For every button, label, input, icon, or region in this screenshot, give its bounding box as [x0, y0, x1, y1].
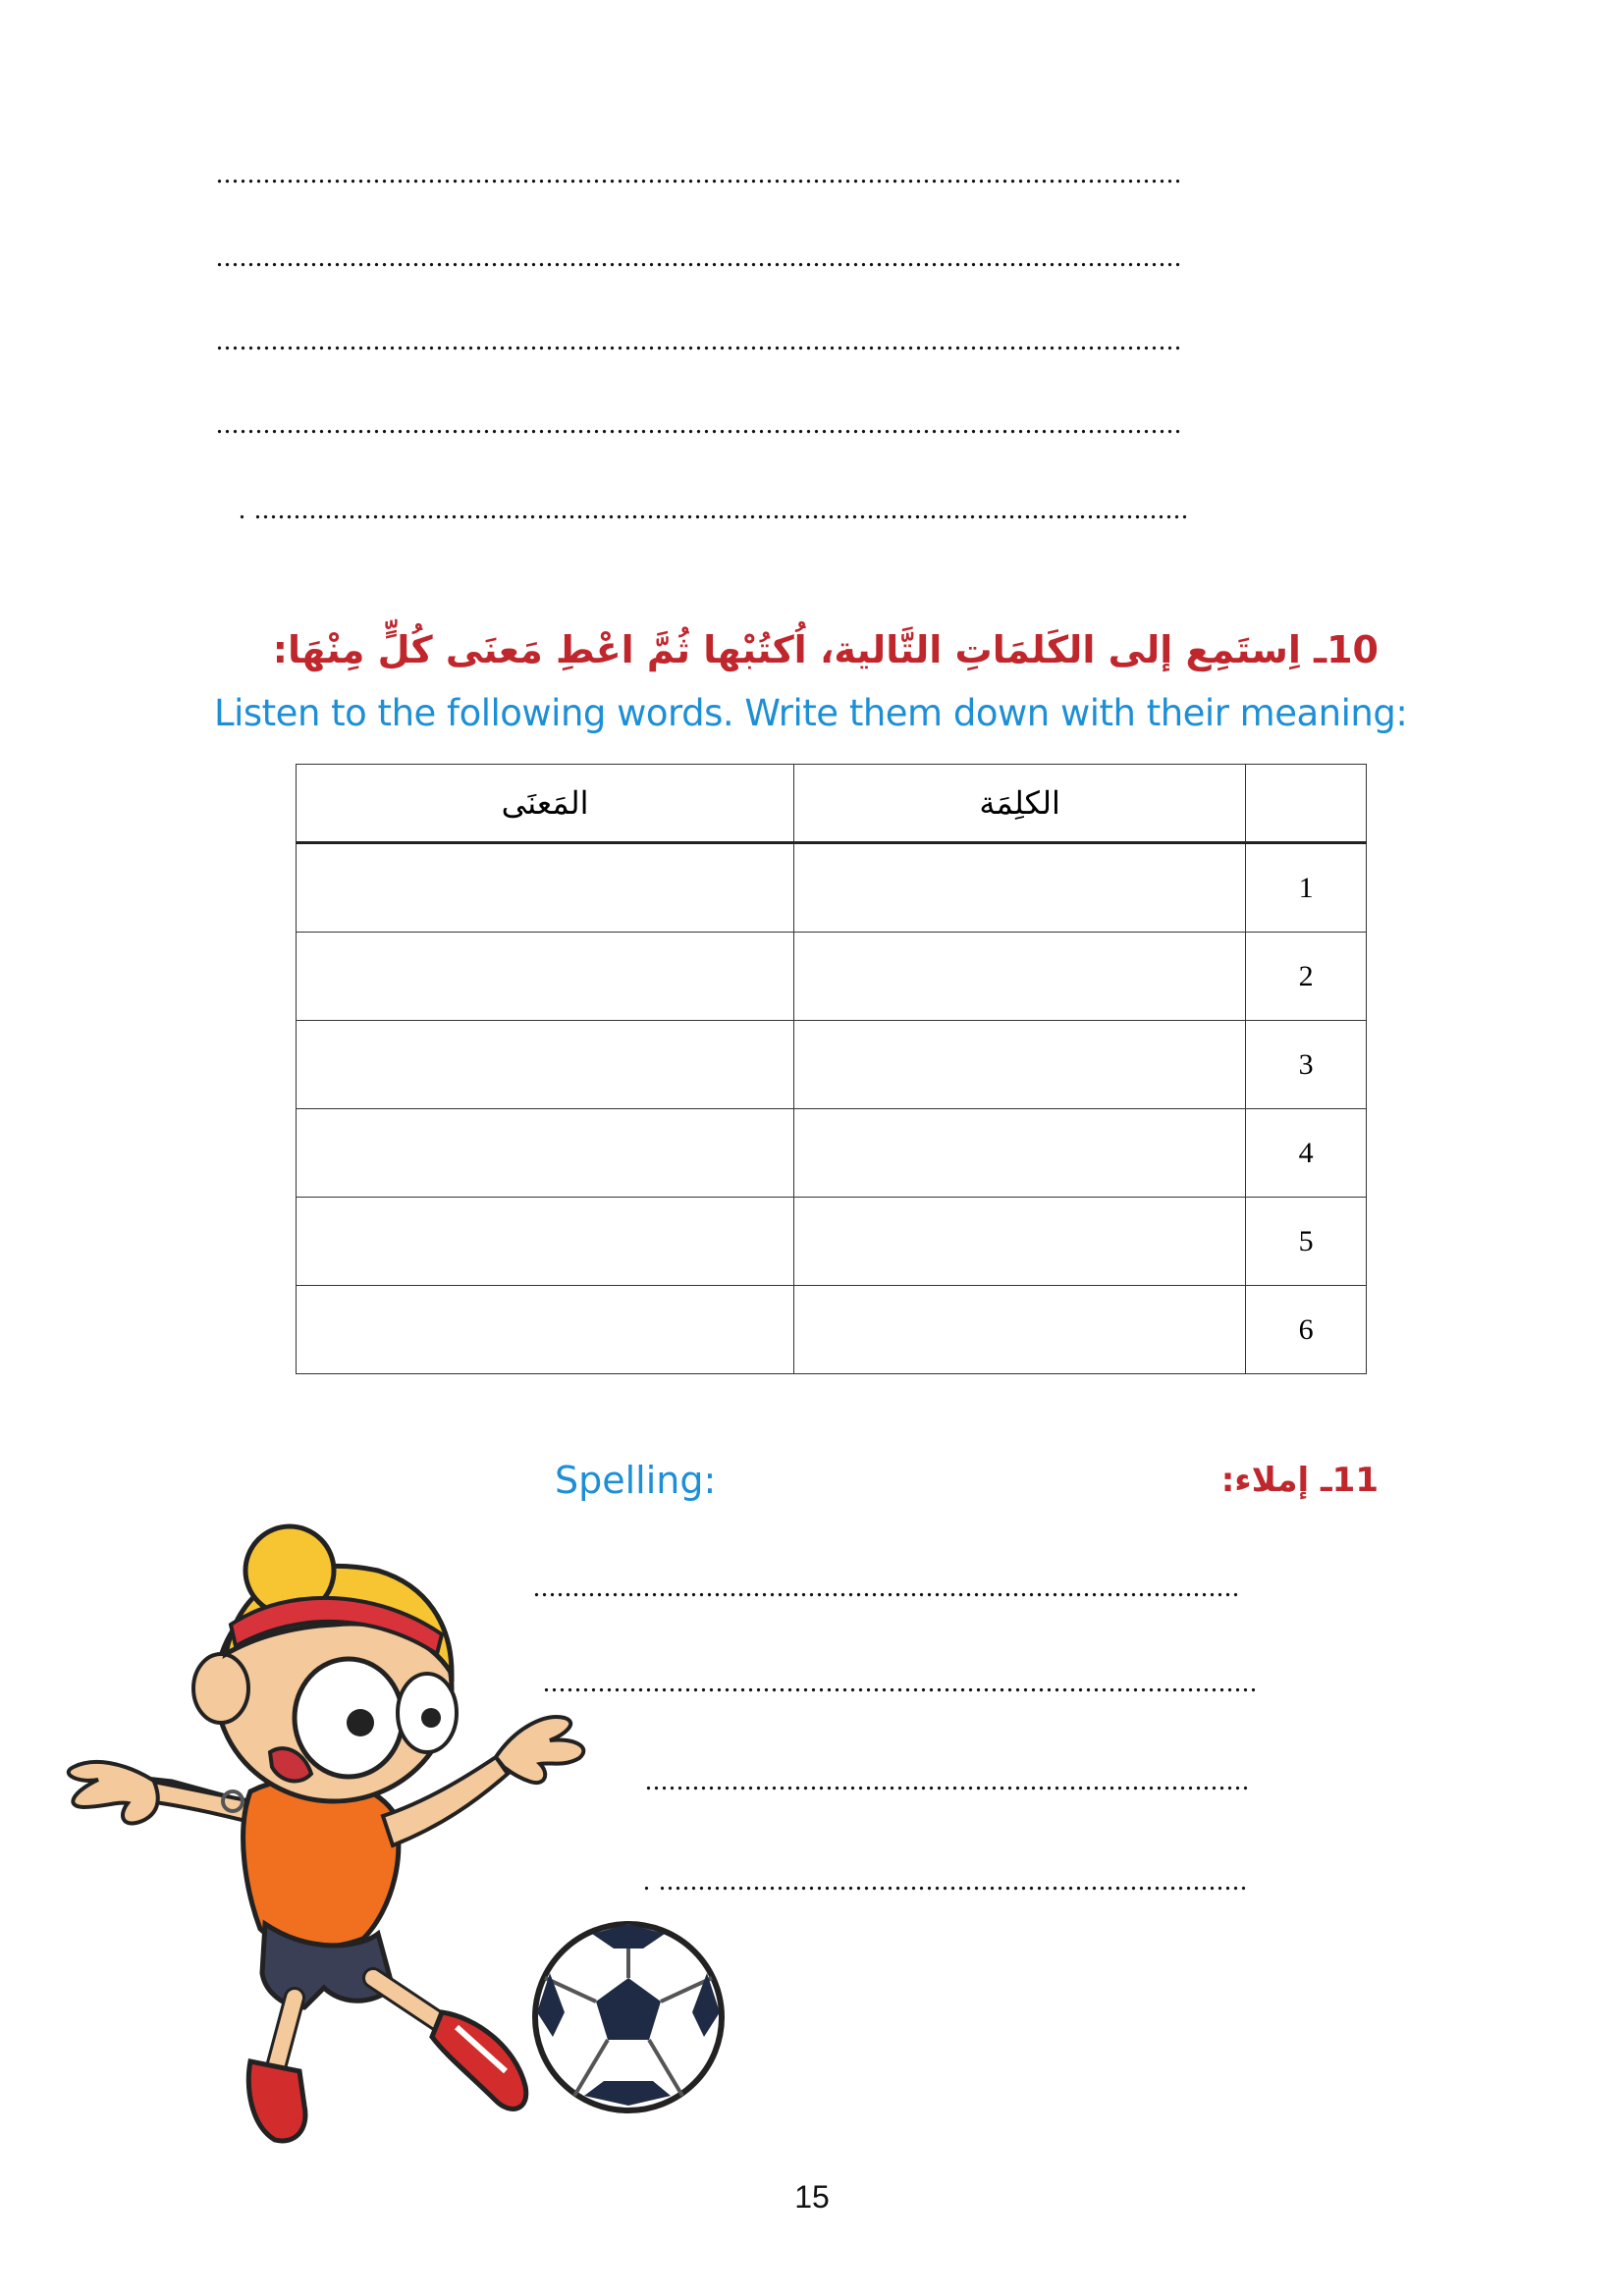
- section-11-english-title: Spelling:: [555, 1459, 717, 1502]
- table-row: [297, 843, 1367, 933]
- table-header-row: [297, 765, 1367, 843]
- row-number: 2: [1246, 933, 1367, 1021]
- number-header: [1246, 765, 1367, 843]
- writing-line-5[interactable]: . .......................................................................................................................: [239, 496, 1189, 525]
- word-cell[interactable]: [794, 1021, 1246, 1109]
- meaning-cell[interactable]: [297, 933, 794, 1021]
- section-10-arabic-title: 10ـ اِستَمِع إلى الكَلمَاتِ التَّالية، اُكتُبْها ثُمَّ اعْطِ مَعنَى كُلٍّ مِنْهَا:: [272, 628, 1379, 671]
- row-number: 6: [1246, 1286, 1367, 1374]
- row-number: 3: [1246, 1021, 1367, 1109]
- table-row: [297, 933, 1367, 1021]
- words-meaning-table: [296, 764, 1367, 1374]
- meaning-header: المَعنَى: [297, 765, 794, 843]
- girl-kicking-soccer-ball-illustration: [54, 1517, 741, 2189]
- writing-line-1[interactable]: ...........................................................................................................................: [216, 160, 1182, 189]
- section-11-arabic-title: 11ـ إملاء:: [1220, 1461, 1379, 1500]
- spelling-line-1[interactable]: ..........................................................................................: [533, 1574, 1240, 1603]
- meaning-cell[interactable]: [297, 1198, 794, 1286]
- writing-line-3[interactable]: ...........................................................................................................................: [216, 327, 1182, 356]
- meaning-cell[interactable]: [297, 1109, 794, 1198]
- row-number: 5: [1246, 1198, 1367, 1286]
- word-header: الكلِمَة: [794, 765, 1246, 843]
- page-number: 15: [794, 2179, 830, 2215]
- meaning-cell[interactable]: [297, 843, 794, 933]
- table-row: [297, 1198, 1367, 1286]
- spelling-line-3[interactable]: .............................................................................: [645, 1767, 1250, 1796]
- table-row: [297, 1021, 1367, 1109]
- table-row: [297, 1286, 1367, 1374]
- word-cell[interactable]: [794, 1198, 1246, 1286]
- writing-line-2[interactable]: ...........................................................................................................................: [216, 243, 1182, 273]
- spelling-line-4[interactable]: . ...........................................................................: [643, 1867, 1248, 1896]
- spelling-line-2[interactable]: ...........................................................................................: [543, 1669, 1258, 1698]
- meaning-cell[interactable]: [297, 1021, 794, 1109]
- word-cell[interactable]: [794, 933, 1246, 1021]
- word-cell[interactable]: [794, 1286, 1246, 1374]
- writing-line-4[interactable]: ...........................................................................................................................: [216, 410, 1182, 440]
- section-10-english-title: Listen to the following words. Write them down with their meaning:: [214, 692, 1408, 734]
- table-row: [297, 1109, 1367, 1198]
- row-number: 4: [1246, 1109, 1367, 1198]
- row-number: 1: [1246, 843, 1367, 933]
- word-cell[interactable]: [794, 1109, 1246, 1198]
- meaning-cell[interactable]: [297, 1286, 794, 1374]
- word-cell[interactable]: [794, 843, 1246, 933]
